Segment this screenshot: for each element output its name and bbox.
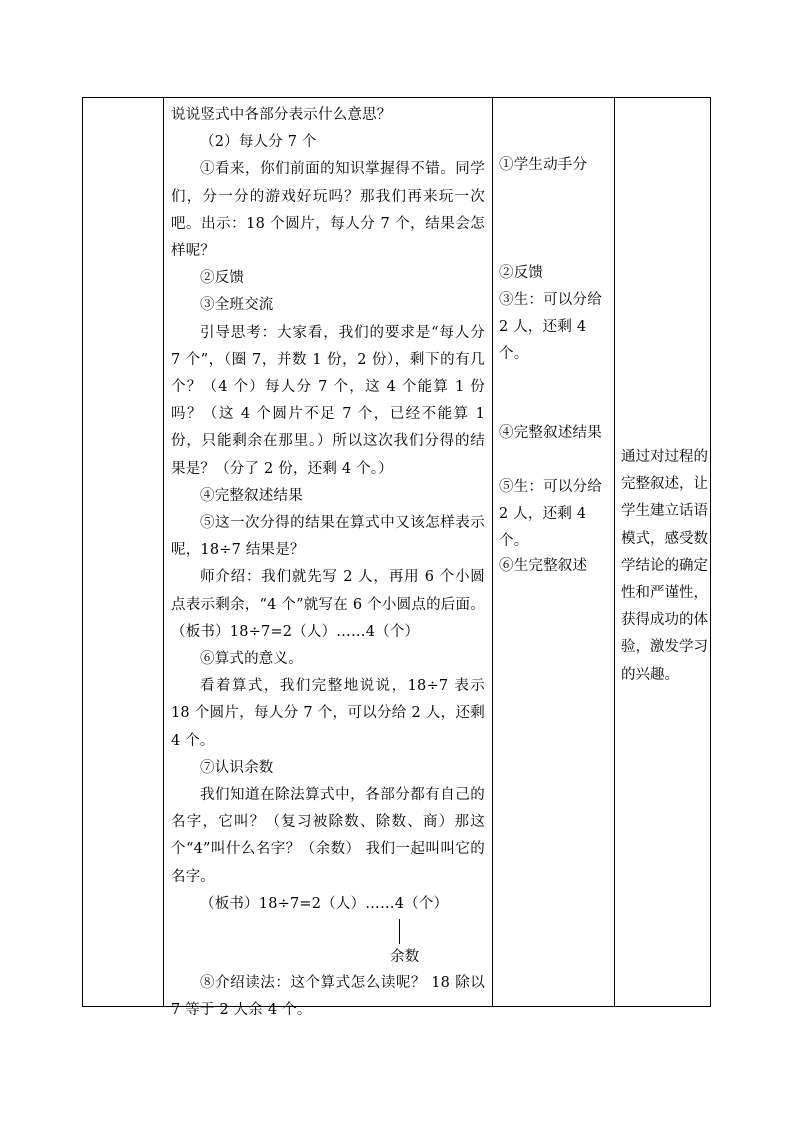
main-line: ⑤这一次分得的结果在算式中又该怎样表示呢，18÷7 结果是？ <box>171 515 485 559</box>
main-line: ⑧介绍读法：这个算式怎么读呢？ 18 除以 7 等于 2 人余 4 个。 <box>171 975 485 1019</box>
stage-cell <box>83 98 164 1007</box>
remainder-label: 余数 <box>390 949 420 966</box>
student-note: ①学生动手分 <box>499 157 588 173</box>
main-line: ⑥算式的意义。 <box>200 651 303 668</box>
main-line: （板书）18÷7=2（人）……4（个） <box>200 895 449 912</box>
student-note: ⑤生：可以分给 2 人，还剩 4 个。 <box>499 479 602 550</box>
main-line: 说说竖式中各部分表示什么意思？ <box>171 107 392 123</box>
lesson-table <box>82 97 711 1019</box>
student-note: ③生：可以分给 2 人，还剩 4 个。 <box>499 292 602 363</box>
main-line: ②反馈 <box>200 270 245 287</box>
design-intent-cell <box>615 98 711 1007</box>
main-line: ④完整叙述结果 <box>200 487 303 504</box>
main-line: 我们知道在除法算式中，各部分都有自己的名字，它叫？（复习被除数、除数、商）那这个“4”叫什么名字？（余数） 我们一起叫叫它的名字。 <box>171 787 485 885</box>
main-line: 师介绍：我们就先写 2 人，再用 6 个小圆点表示剩余，“4 个”就写在 6 个小圆点的后面。（板书）18÷7=2（人）……4（个） <box>171 569 485 640</box>
main-line: 看着算式，我们完整地说说，18÷7 表示 18 个圆片，每人分 7 个，可以分给 2 人，还剩 4 个。 <box>171 678 485 749</box>
main-line: 引导思考：大家看，我们的要求是“每人分 7 个”，（圈 7，并数 1 份，2 份），剩下的有几个？（4 个）每人分 7 个，这 4 个能算 1 份吗？（这 4 个圆片不足 7 个，已经不能算 1 份，只能剩余在那里。）所以这次我们分得的结果是？（分了 2 份，还剩 4 个。） <box>171 324 485 477</box>
student-activity-cell <box>493 98 615 1007</box>
main-line: ①看来，你们前面的知识掌握得不错。同学们，分一分的游戏好玩吗？那我们再来玩一次吧。出示：18 个圆片，每人分 7 个，结果会怎样呢？ <box>171 161 485 260</box>
main-line: ③全班交流 <box>200 297 274 314</box>
table-row <box>83 98 711 1007</box>
student-note: ②反馈 <box>499 265 544 281</box>
student-note: ⑥生完整叙述 <box>499 558 588 574</box>
student-note: ④完整叙述结果 <box>499 425 602 441</box>
design-intent-text: 通过对过程的完整叙述，让学生建立话语模式，感受数学结论的确定性和严谨性，获得成功的体验，激发学习的兴趣。 <box>621 449 708 683</box>
remainder-pointer-line <box>399 919 400 944</box>
teacher-activity-cell <box>164 98 493 1019</box>
main-line: （2）每人分 7 个 <box>200 134 317 151</box>
main-line: ⑦认识余数 <box>200 759 274 776</box>
